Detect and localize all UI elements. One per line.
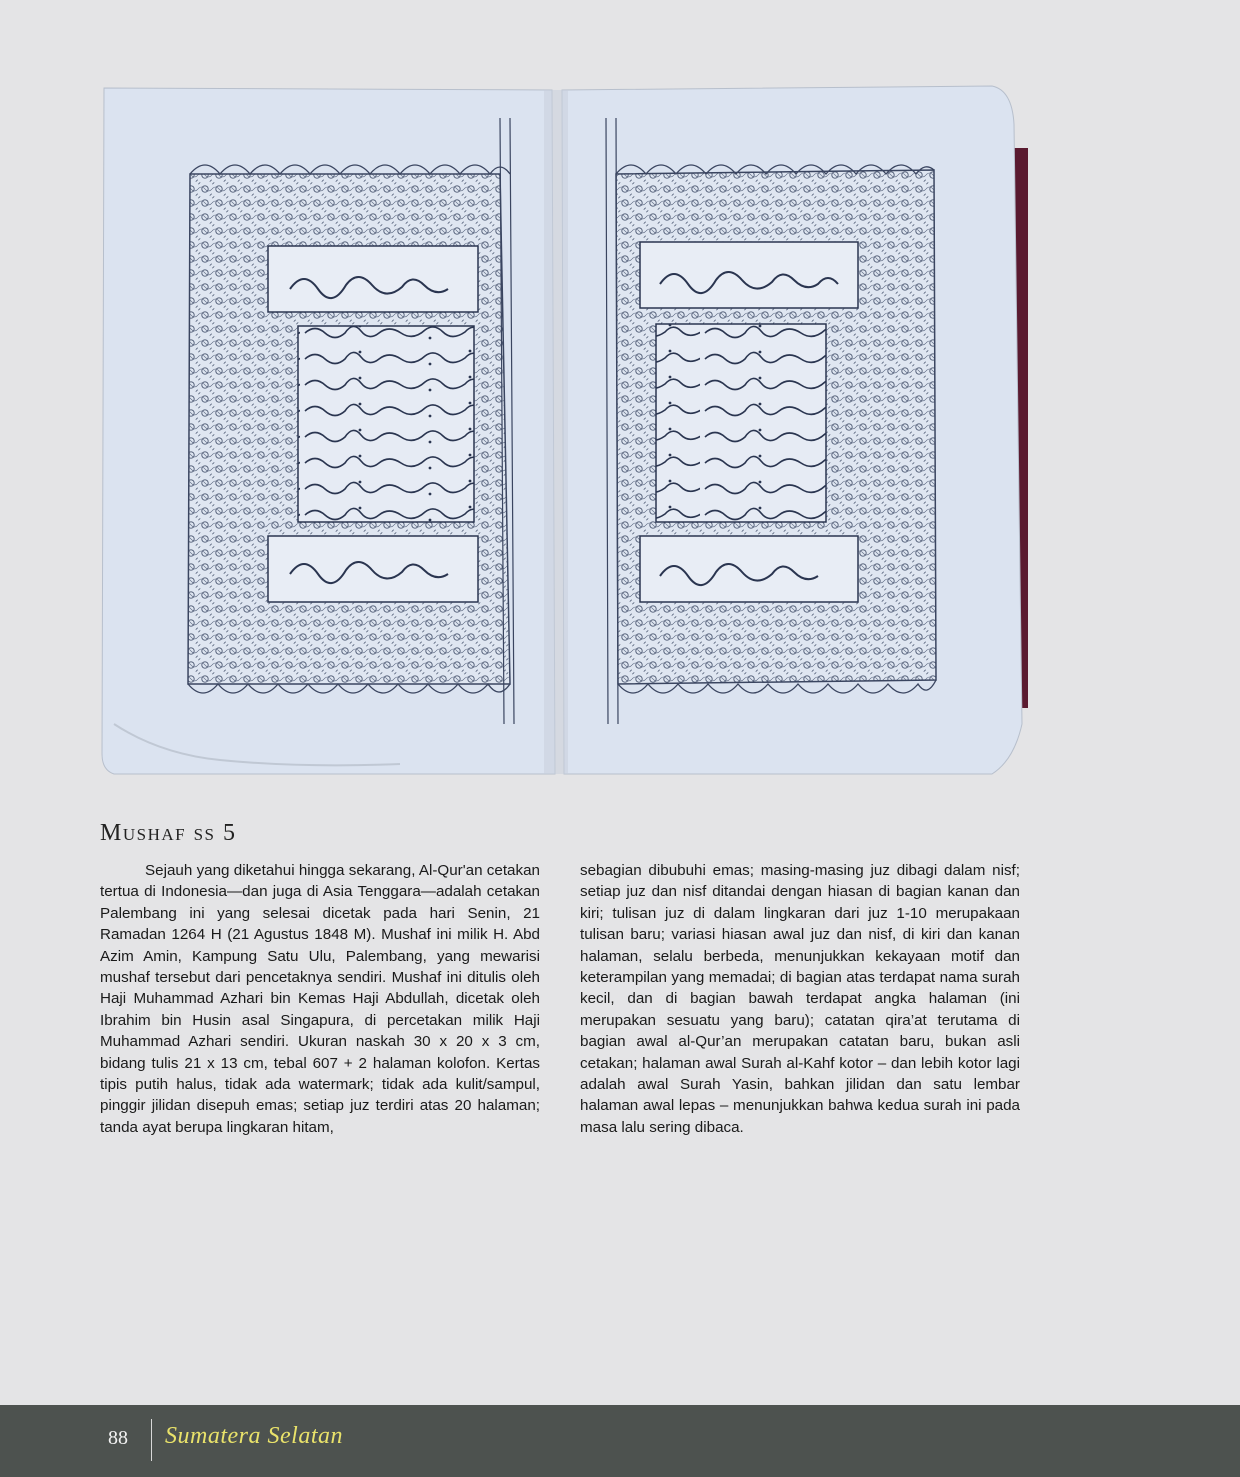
footer-divider — [151, 1419, 152, 1461]
running-title: Sumatera Selatan — [165, 1423, 343, 1449]
caption-title — [100, 820, 237, 847]
caption-title-text: Mushaf ss 5 — [100, 820, 237, 846]
body-text-right-column: sebagian dibubuhi emas; masing-masing juz dibagi dalam nisf; setiap juz dan nisf ditandai dengan hiasan di bagian kanan dan kiri; tulisan juz di dalam lingkaran dari juz 1-10 merupakaan tulisan baru; variasi hiasan awal juz dan nisf, di kiri dan kanan halaman, selalu berbeda, menunjukkan kekayaan motif dan keterampilan yang memadai; di bagian atas terdapat nama surah kecil, dan di bagian bawah terdapat angka halaman (ini merupakan sesuatu yang baru); catatan qira’at terutama di bagian awal al-Qur’an merupakan catatan baru, bukan asli cetakan; halaman awal Surah al-Kahf kotor – dan lebih kotor lagi adalah awal Surah Yasin, bahkan jilidan dan satu lembar halaman awal lepas – menunjukkan bahwa kedua surah ini pada masa lalu sering dibaca. — [580, 862, 1020, 1136]
mushaf-open-book-image — [100, 84, 1030, 778]
right-page-illumination — [616, 165, 936, 693]
page-number: 88 — [108, 1427, 128, 1449]
page-footer — [0, 1405, 1240, 1477]
manuscript-photo — [100, 84, 1030, 778]
body-text-left-column: Sejauh yang diketahui hingga sekarang, Al-Qur'an cetakan tertua di Indonesia—dan juga di Asia Tenggara—adalah cetakan Palembang ini yang selesai dicetak pada hari Senin, 21 Ramadan 1264 H (21 Agustus 1848 M). Mushaf ini milik H. Abd Azim Amin, Kampung Satu Ulu, Palembang, yang mewarisi mushaf tersebut dari pencetaknya sendiri. Mushaf ini ditulis oleh Haji Muhammad Azhari bin Kemas Haji Abdullah, dicetak oleh Ibrahim bin Husin asal Singapura, di percetakan milik Haji Muhammad Azhari sendiri. Ukuran naskah 30 x 20 x 3 cm, bidang tulis 21 x 13 cm, tebal 607 + 2 halaman kolofon. Kertas tipis putih halus, tidak ada watermark; tidak ada kulit/sampul, pinggir jilidan disepuh emas; setiap juz terdiri atas 20 halaman; tanda ayat berupa lingkaran hitam, — [100, 862, 540, 1136]
left-page-illumination — [188, 165, 510, 693]
